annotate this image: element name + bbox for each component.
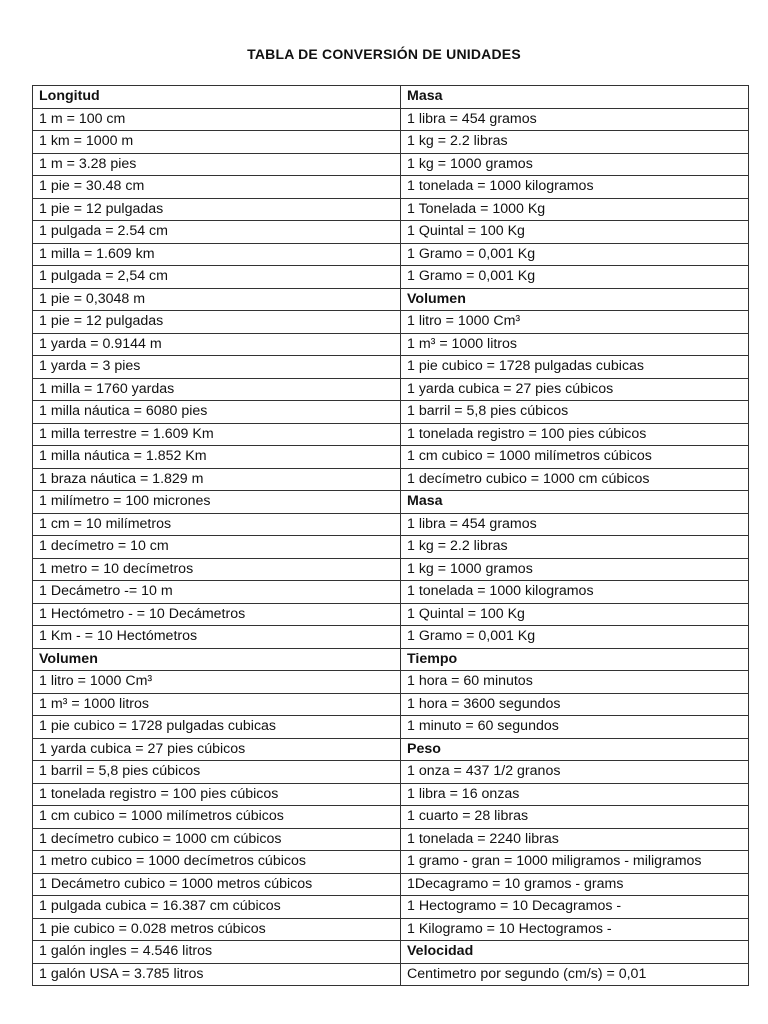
conversion-cell: 1 Gramo = 0,001 Kg (401, 626, 749, 649)
conversion-cell: 1 tonelada registro = 100 pies cúbicos (33, 783, 401, 806)
conversion-cell: 1 cm cubico = 1000 milímetros cúbicos (401, 446, 749, 469)
table-row (33, 491, 749, 514)
conversion-cell: 1 gramo - gran = 1000 miligramos - miligramos (401, 851, 749, 874)
table-row (33, 783, 749, 806)
section-header-cell: Peso (401, 738, 749, 761)
conversion-cell: 1 cm cubico = 1000 milímetros cúbicos (33, 806, 401, 829)
table-row (33, 671, 749, 694)
conversion-cell: 1 libra = 454 gramos (401, 108, 749, 131)
section-header-cell: Longitud (33, 86, 401, 109)
table-row (33, 176, 749, 199)
conversion-cell: 1 m = 100 cm (33, 108, 401, 131)
conversion-cell: 1 Decámetro -= 10 m (33, 581, 401, 604)
conversion-cell: 1 kg = 2.2 libras (401, 536, 749, 559)
conversion-cell: 1 minuto = 60 segundos (401, 716, 749, 739)
conversion-cell: 1 yarda = 3 pies (33, 356, 401, 379)
table-row (33, 401, 749, 424)
conversion-cell: 1 libra = 454 gramos (401, 513, 749, 536)
conversion-cell: 1 kg = 1000 gramos (401, 153, 749, 176)
conversion-cell: 1 yarda cubica = 27 pies cúbicos (401, 378, 749, 401)
conversion-cell: 1 kg = 2.2 libras (401, 131, 749, 154)
conversion-cell: 1 milla terrestre = 1.609 Km (33, 423, 401, 446)
conversion-cell: Centimetro por segundo (cm/s) = 0,01 (401, 963, 749, 986)
conversion-cell: 1 libra = 16 onzas (401, 783, 749, 806)
conversion-cell: 1 m³ = 1000 litros (401, 333, 749, 356)
table-row (33, 963, 749, 986)
conversion-cell: 1 Kilogramo = 10 Hectogramos - (401, 918, 749, 941)
conversion-cell: 1 decímetro = 10 cm (33, 536, 401, 559)
table-row (33, 603, 749, 626)
conversion-cell: 1 metro cubico = 1000 decímetros cúbicos (33, 851, 401, 874)
conversion-cell: 1 yarda cubica = 27 pies cúbicos (33, 738, 401, 761)
conversion-cell: 1 decímetro cubico = 1000 cm cúbicos (401, 468, 749, 491)
conversion-cell: 1 tonelada registro = 100 pies cúbicos (401, 423, 749, 446)
conversion-cell: 1 pie cubico = 1728 pulgadas cubicas (33, 716, 401, 739)
table-row (33, 333, 749, 356)
table-row (33, 288, 749, 311)
conversion-cell: 1 yarda = 0.9144 m (33, 333, 401, 356)
table-row (33, 806, 749, 829)
table-row (33, 243, 749, 266)
table-row (33, 648, 749, 671)
table-row (33, 693, 749, 716)
conversion-cell: 1 kg = 1000 gramos (401, 558, 749, 581)
document-title: TABLA DE CONVERSIÓN DE UNIDADES (247, 46, 521, 62)
conversion-cell: 1 Gramo = 0,001 Kg (401, 243, 749, 266)
conversion-cell: 1 milla náutica = 1.852 Km (33, 446, 401, 469)
conversion-table-body (33, 86, 749, 986)
table-row (33, 468, 749, 491)
table-row (33, 356, 749, 379)
table-row (33, 851, 749, 874)
table-row (33, 918, 749, 941)
conversion-cell: 1 pulgada = 2,54 cm (33, 266, 401, 289)
table-row (33, 716, 749, 739)
table-row (33, 626, 749, 649)
table-row (33, 378, 749, 401)
conversion-cell: 1 decímetro cubico = 1000 cm cúbicos (33, 828, 401, 851)
conversion-cell: 1 hora = 3600 segundos (401, 693, 749, 716)
conversion-cell: 1 Hectogramo = 10 Decagramos - (401, 896, 749, 919)
conversion-cell: 1 litro = 1000 Cm³ (33, 671, 401, 694)
table-row (33, 896, 749, 919)
conversion-cell: 1 milla = 1.609 km (33, 243, 401, 266)
section-header-cell: Tiempo (401, 648, 749, 671)
table-row (33, 873, 749, 896)
section-header-cell: Volumen (401, 288, 749, 311)
conversion-cell: 1 galón USA = 3.785 litros (33, 963, 401, 986)
conversion-cell: 1 metro = 10 decímetros (33, 558, 401, 581)
table-row (33, 513, 749, 536)
table-row (33, 311, 749, 334)
conversion-cell: 1 Km - = 10 Hectómetros (33, 626, 401, 649)
table-row (33, 761, 749, 784)
conversion-cell: 1 m = 3.28 pies (33, 153, 401, 176)
conversion-cell: 1 m³ = 1000 litros (33, 693, 401, 716)
conversion-cell: 1 Quintal = 100 Kg (401, 221, 749, 244)
table-row (33, 221, 749, 244)
conversion-cell: 1 milla náutica = 6080 pies (33, 401, 401, 424)
conversion-cell: 1 hora = 60 minutos (401, 671, 749, 694)
conversion-cell: 1 milímetro = 100 micrones (33, 491, 401, 514)
section-header-cell: Masa (401, 491, 749, 514)
conversion-cell: 1 Decámetro cubico = 1000 metros cúbicos (33, 873, 401, 896)
table-row (33, 738, 749, 761)
table-row (33, 423, 749, 446)
section-header-cell: Masa (401, 86, 749, 109)
conversion-cell: 1 braza náutica = 1.829 m (33, 468, 401, 491)
conversion-cell: 1 barril = 5,8 pies cúbicos (33, 761, 401, 784)
conversion-cell: 1 pie cubico = 0.028 metros cúbicos (33, 918, 401, 941)
table-row (33, 86, 749, 109)
conversion-cell: 1 tonelada = 2240 libras (401, 828, 749, 851)
table-row (33, 131, 749, 154)
conversion-cell: 1 Hectómetro - = 10 Decámetros (33, 603, 401, 626)
conversion-cell: 1 km = 1000 m (33, 131, 401, 154)
conversion-cell: 1 galón ingles = 4.546 litros (33, 941, 401, 964)
conversion-cell: 1 Quintal = 100 Kg (401, 603, 749, 626)
section-header-cell: Volumen (33, 648, 401, 671)
section-header-cell: Velocidad (401, 941, 749, 964)
conversion-cell: 1 tonelada = 1000 kilogramos (401, 581, 749, 604)
conversion-cell: 1Decagramo = 10 gramos - grams (401, 873, 749, 896)
table-row (33, 581, 749, 604)
conversion-cell: 1 pulgada cubica = 16.387 cm cúbicos (33, 896, 401, 919)
table-row (33, 558, 749, 581)
conversion-cell: 1 cm = 10 milímetros (33, 513, 401, 536)
table-row (33, 941, 749, 964)
conversion-cell: 1 litro = 1000 Cm³ (401, 311, 749, 334)
table-row (33, 198, 749, 221)
table-row (33, 446, 749, 469)
table-row (33, 536, 749, 559)
conversion-cell: 1 tonelada = 1000 kilogramos (401, 176, 749, 199)
conversion-cell: 1 barril = 5,8 pies cúbicos (401, 401, 749, 424)
table-row (33, 108, 749, 131)
table-row (33, 266, 749, 289)
conversion-cell: 1 Gramo = 0,001 Kg (401, 266, 749, 289)
conversion-cell: 1 pie cubico = 1728 pulgadas cubicas (401, 356, 749, 379)
table-row (33, 153, 749, 176)
conversion-cell: 1 Tonelada = 1000 Kg (401, 198, 749, 221)
conversion-cell: 1 pie = 12 pulgadas (33, 198, 401, 221)
table-row (33, 828, 749, 851)
conversion-cell: 1 pulgada = 2.54 cm (33, 221, 401, 244)
conversion-cell: 1 pie = 0,3048 m (33, 288, 401, 311)
conversion-cell: 1 cuarto = 28 libras (401, 806, 749, 829)
conversion-cell: 1 onza = 437 1/2 granos (401, 761, 749, 784)
conversion-table (32, 85, 749, 986)
conversion-cell: 1 milla = 1760 yardas (33, 378, 401, 401)
conversion-cell: 1 pie = 12 pulgadas (33, 311, 401, 334)
conversion-cell: 1 pie = 30.48 cm (33, 176, 401, 199)
